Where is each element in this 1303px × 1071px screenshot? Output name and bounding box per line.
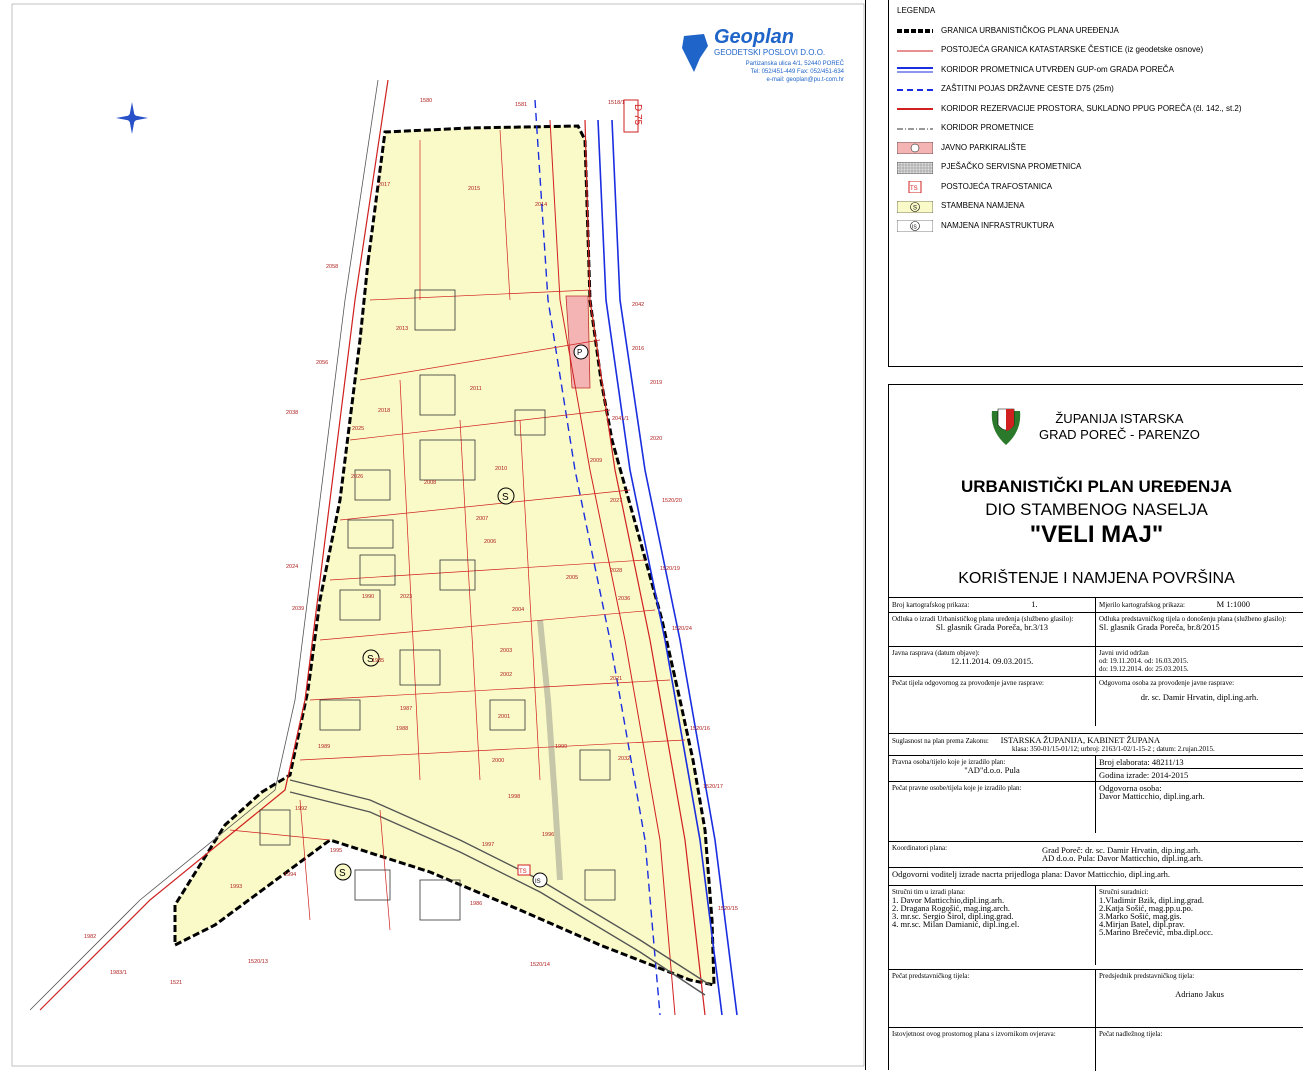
legend-item [897,61,1174,77]
scale-label: Mjerilo kartografskog prikaza: [1099,601,1185,609]
adoption-label: Odluka predstavničkog tijela o donošenju plana (službeno glasilo): [1099,615,1287,623]
seal-sup-label: Pečat nadležnog tijela: [1099,1030,1163,1038]
parcel-number: 2013 [396,326,409,332]
legend-item [897,159,1081,175]
legend-item [897,139,1026,155]
parcel-number: 1982 [84,934,97,940]
resp-label: Odgovorna osoba: [1099,783,1162,793]
parcel-number: 2025 [352,426,365,432]
parcel-number: 2021 [610,676,623,682]
parcel-number: 1999 [555,744,568,750]
resp-public-cell [1096,676,1303,726]
parcel-number: 1520/15 [718,906,738,912]
parcel-number: 2039 [292,606,305,612]
coat-of-arms-icon [986,401,1026,449]
assoc-list [1099,896,1300,936]
map-no-label: Broj kartografskog prikaza: [892,601,970,609]
decision-label: Odluka o izradi Urbanističkog plana uređenja (službeno glasilo): [892,615,1074,623]
team-list [892,896,1092,928]
seal-public-cell [889,676,1096,726]
parcel-number: 2020 [650,436,663,442]
team-label: Stručni tim u izradi plana: [892,888,966,896]
parcel-number: 1997 [482,842,495,848]
legend-item [897,198,1024,214]
parcel-number: 2028 [610,568,623,574]
consent-cell [889,733,1303,755]
svg-text:S: S [913,205,918,211]
year-value: Godina izrade: 2014-2015 [1099,770,1189,780]
coord-1: Grad Poreč: dr. sc. Damir Hrvatin, dip.ing.arh. [1042,845,1201,855]
legend-panel [888,0,1303,367]
scale-cell [1096,597,1303,612]
zone-s-label: S [502,492,509,503]
map-no-cell [889,597,1096,612]
parcel-number: 2017 [378,182,391,188]
is-symbol-icon [897,219,933,231]
parcel-number: 1520/16 [690,726,710,732]
resp-public-value: dr. sc. Damir Hrvatin, dipl.ing.arh. [1140,692,1259,702]
seal-maker-cell [889,781,1096,833]
parcel-number: 2011 [470,386,482,392]
map-sheet-title: KORIŠTENJE I NAMJENA POVRŠINA [958,570,1235,587]
maker-label: Pravna osoba/tijelo koje je izradilo plan: [892,758,1006,766]
year-cell [1096,768,1303,781]
legend-item-label: KORIDOR PROMETNICA UTVRĐEN GUP-om GRADA POREČA [941,64,1174,74]
decision-value: Sl. glasnik Grada Poreča, br.3/13 [935,622,1049,632]
parcel-number: 1983/1 [110,970,127,976]
company-logo-text: Geoplan [714,26,795,48]
plan-subtitle: DIO STAMBENOG NASELJA [985,500,1208,519]
parcel-number: 1990 [362,594,375,600]
president-cell [1096,969,1303,1027]
insight-from: od: 19.11.2014. od: 16.03.2015. [1099,657,1189,665]
parcel-number: 2014 [535,202,548,208]
team-member: 4. mr.sc. Milan Damianić, dipl.ing.el. [892,919,1020,929]
parcel-number: 1996 [542,832,555,838]
legend-item-label: GRANICA URBANISTIČKOG PLANA UREĐENJA [941,25,1119,35]
plan-name: "VELI MAJ" [1029,521,1164,548]
parcel-number: 1998 [508,794,521,800]
protect-symbol-icon [897,83,933,95]
s-symbol-icon [897,200,933,212]
parcel-number: 1992 [295,806,308,812]
company-subtitle: GEODETSKI POSLOVI D.O.O. [714,48,826,57]
road-label: D 75 [632,104,643,126]
resp-public-label: Odgovorna osoba za provođenje javne rasprave: [1099,679,1235,687]
parcel-number: 1987 [400,706,413,712]
parcel-number: 1988 [396,726,409,732]
assoc-member: 4.Mirjan Batel, dipl.prav. [1099,919,1185,929]
parcel-number: 1520/20 [662,498,682,504]
parcel-number: 2041/1 [612,416,629,422]
parcel-number: 2002 [500,672,513,678]
parking-label: P [577,348,583,357]
parcel-number: 2032 [618,756,631,762]
public-dates: 12.11.2014. 09.03.2015. [950,656,1034,666]
team-member: 2. Dragana Rogošić, mag.ing.arch. [892,903,1011,913]
parcel-number: 1581 [515,102,528,108]
boundary-symbol-icon [897,24,933,36]
company-contact [714,60,844,84]
ts-symbol-icon [897,180,933,192]
assoc-member: 2.Katja Sošić, mag.pp.u.po. [1099,903,1193,913]
plan-title: URBANISTIČKI PLAN UREĐENJA [960,477,1233,496]
company-email: e-mail: geoplan@pu.t-com.hr [766,77,844,83]
parcel-number: 1520/13 [248,959,268,965]
consent-class: klasa: 350-01/15-01/12; urbroj: 2163/1-02/1-15-2 ; datum: 2.rujan.2015. [1012,745,1215,753]
parcel-number: 2000 [492,758,505,764]
svg-text:IS: IS [912,224,917,231]
svg-text:TS: TS [910,186,918,192]
team-cell [889,885,1096,965]
coord-label: Koordinatori plana: [892,844,948,852]
parcel-number: 2007 [476,516,489,522]
lead-cell [889,867,1303,885]
north-arrow-icon [116,102,148,134]
parcel-number: 1520/17 [703,784,723,790]
maker-value: "AD"d.o.o. Pula [964,765,1020,775]
president-label: Predsjednik predstavničkog tijela: [1099,972,1195,980]
seal-maker-label: Pečat pravne osobe/tijela koje je izradilo plan: [892,784,1022,792]
resp-cell [1096,781,1303,833]
parcel-number: 2010 [495,466,508,472]
parcel-number: 2036 [618,596,631,602]
elab-cell [1096,755,1303,768]
consent-label: Suglasnost na plan prema Zakonu: [892,737,989,745]
parcel-number: 2023 [400,594,413,600]
legend-item [897,22,1119,38]
insight-cell [1096,646,1303,676]
assoc-label: Stručni suradnici: [1099,888,1149,896]
county-heading [1039,411,1200,443]
parcel-number: 2042 [632,302,645,308]
public-label: Javna rasprava (datum objave): [892,649,980,657]
elab-no: Broj elaborata: 48211/13 [1099,757,1184,767]
parcel-number: 2038 [286,410,299,416]
resp-value: Davor Matticchio, dipl.ing.arh. [1099,791,1205,801]
seal-sup-cell [1096,1027,1303,1071]
adoption-value: Sl. glasnik Grada Poreča, br.8/2015 [1099,622,1220,632]
parcel-number: 2058 [326,264,339,270]
company-address: Partizanska ulica 4/1, 52440 POREČ [745,61,844,67]
parcel-number: 1995 [330,848,343,854]
parcel-number: 2026 [351,474,364,480]
legend-title: LEGENDA [897,6,936,15]
parcel-number: 1989 [318,744,331,750]
auth-cell [889,1027,1096,1071]
assoc-member: 3.Marko Sošić, mag.gis. [1099,911,1182,921]
parcel-number: 2004 [512,607,525,613]
road-symbol-icon [897,122,933,134]
president-value: Adriano Jakus [1175,989,1224,999]
legend-item-label: PJEŠAČKO SERVISNA PROMETNICA [941,162,1082,171]
company-phone: Tel: 052/451-449 Fax: 052/451-634 [750,69,844,75]
zone-s-label: S [339,868,346,879]
parcel-number: 2024 [286,564,299,570]
legend-item-label: JAVNO PARKIRALIŠTE [941,142,1027,152]
zone-s-label: S [367,654,374,665]
title-block [888,384,1303,1070]
parcel-number: 2015 [468,186,481,192]
parcel-number: 1520/19 [660,566,680,572]
parcel-number: 2003 [500,648,513,654]
gup-symbol-icon [897,63,933,75]
legend-item-label: STAMBENA NAMJENA [941,201,1025,210]
parcel-number: 1580 [420,98,433,104]
county-name: ŽUPANIJA ISTARSKA [1055,411,1184,426]
insight-label: Javni uvid održan [1099,649,1149,657]
parcel-number: 2016 [632,346,645,352]
parcel-number: 2006 [484,539,497,545]
legend-item-label: ZAŠTITNI POJAS DRŽAVNE CESTE D75 (25m) [941,84,1114,93]
assoc-member: 1.Vladimir Bzik, dipl.ing.grad. [1099,895,1205,905]
scale-value: M 1:1000 [1216,599,1250,609]
parcel-number: 1518/1 [608,100,625,106]
parcel-number: 2018 [378,408,391,414]
consent-value: ISTARSKA ŽUPANIJA, KABINET ŽUPANA [1000,735,1161,745]
legend-item [897,217,1054,233]
legend-item [897,100,1242,116]
auth-label: Istovjetnost ovog prostornog plana s izvornikom ovjerava: [892,1030,1056,1038]
ts-label: TS [519,869,527,875]
legend-item [897,120,1034,136]
parcel-number: 1993 [230,884,243,890]
parcel-number: 2056 [316,360,329,366]
legend-item-label: NAMJENA INFRASTRUKTURA [941,220,1054,230]
legend-item [897,178,1052,194]
parcel-number: 2005 [566,575,579,581]
parcel-number: 2019 [650,380,663,386]
reserve-symbol-icon [897,102,933,114]
parcel-number: 1986 [470,901,483,907]
parcel-number: 1985 [372,658,385,664]
legend-item [897,42,1203,58]
parcel-number: 2001 [498,714,511,720]
team-member: 1. Davor Matticchio,dipl.ing.arh. [892,895,1005,905]
legend-item-label: POSTOJEĆA GRANICA KATASTARSKE ČESTICE (iz geodetske osnove) [941,45,1204,54]
istria-shape-icon [678,32,712,76]
coord-2: AD d.o.o. Pula: Davor Matticchio, dipl.ing.arh. [1042,853,1204,863]
seal-public-label: Pečat tijela odgovornog za provođenje javne rasprave: [892,679,1044,687]
legend-item-label: POSTOJEĆA TRAFOSTANICA [941,181,1053,191]
seal-rep-label: Pečat predstavničkog tijela: [892,972,970,980]
insight-to: do: 19.12.2014. do: 25.03.2015. [1099,665,1189,673]
adoption-cell [1096,612,1303,646]
assoc-member: 5.Marino Brečević, mba.dipl.occ. [1099,927,1214,937]
coord-cell [889,841,1303,867]
parcel-number: 2027 [610,498,623,504]
parcel-number: 1520/24 [672,626,692,632]
maker-cell [889,755,1096,781]
parcel-number: 2009 [590,458,603,464]
team-member: 3. mr.sc. Sergio Širol, dipl.ing.grad. [892,911,1014,921]
public-cell [889,646,1096,676]
assoc-cell [1096,885,1303,965]
parcel-number: 1520/14 [530,962,550,968]
lead-value: Odgovorni voditelj izrade nacrta prijedloga plana: Davor Matticchio, dipl.ing.arh. [892,869,1171,879]
cadastre-symbol-icon [897,44,933,56]
parcel-number: 1994 [284,872,297,878]
parcel-number: 2008 [424,480,437,486]
is-label: IS [535,879,541,885]
city-name: GRAD POREČ - PARENZO [1039,427,1200,442]
pedestrian-symbol-icon [897,161,933,173]
legend-item-label: KORIDOR PROMETNICE [941,123,1034,132]
legend-item [897,81,1114,97]
legend-item-label: KORIDOR REZERVACIJE PROSTORA, SUKLADNO PPUG POREČA (čl. 142., st.2) [941,103,1242,113]
parking-symbol-icon [897,141,933,153]
seal-rep-cell [889,969,1096,1027]
map-no-value: 1. [1031,599,1038,609]
parcel-number: 1521 [170,980,183,986]
decision-cell [889,612,1096,646]
